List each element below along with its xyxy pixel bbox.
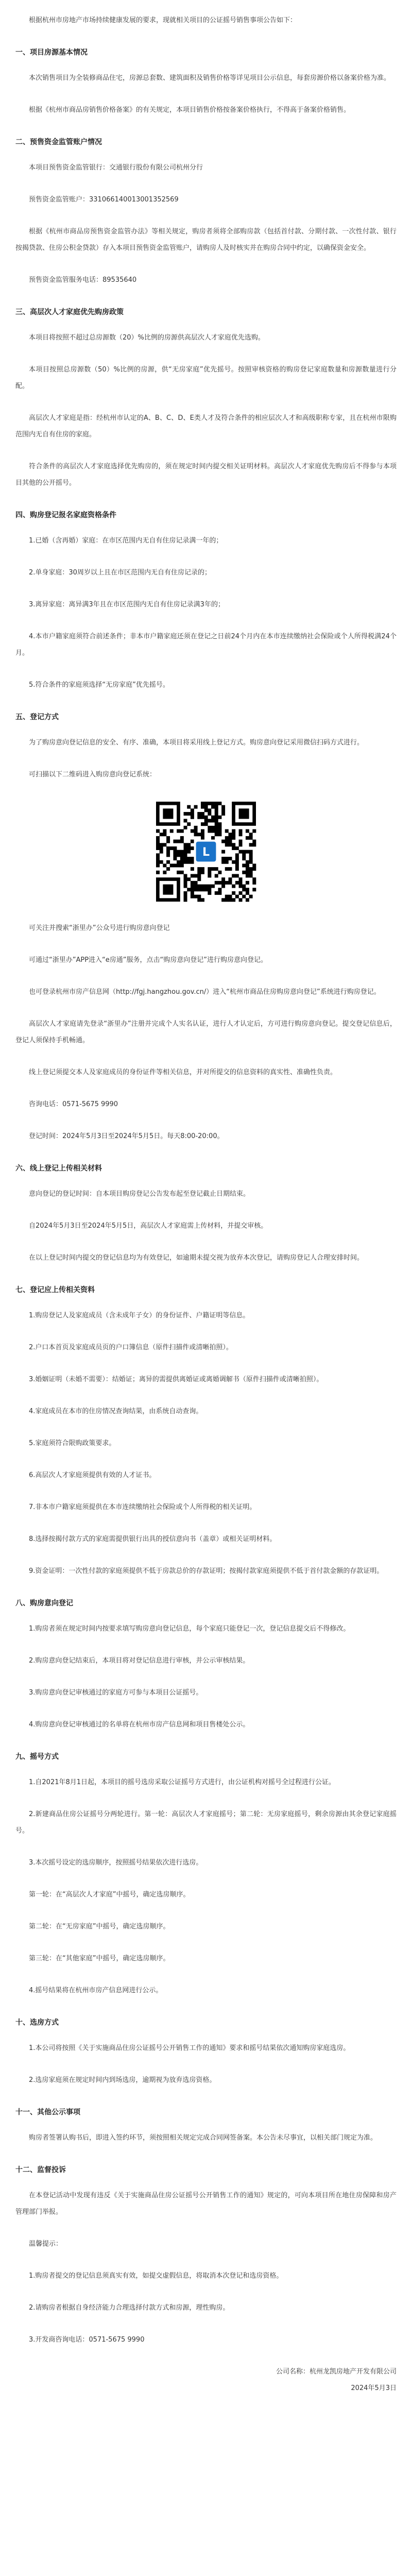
content-section — [15, 2104, 397, 2146]
section-paragraph: 高层次人才家庭请先登录“浙里办”注册并完成个人实名认证，进行人才认定后，方可进行购房意向登记。提交登记信息后，登记人须保持手机畅通。 — [15, 1020, 397, 1044]
section-title: 五、登记方式 — [15, 713, 59, 721]
section-paragraph: 1.自2021年8月1日起，本项目的摇号选房采取公证摇号方式进行，由公证机构对摇号全过程进行公证。 — [29, 1778, 336, 1786]
section-title: 九、摇号方式 — [15, 1753, 59, 1761]
section-paragraph: 3.离异家庭：离异满3年且在市区范围内无自有住房记录满3年的； — [29, 601, 225, 608]
section-paragraph: 4.本市户籍家庭须符合前述条件；非本市户籍家庭还须在登记之日前24个月内在本市连续缴纳社会保险或个人所得税满24个月。 — [15, 633, 397, 657]
content-section — [15, 44, 397, 118]
section-paragraph: 5.家庭须符合限购政策要求。 — [29, 1439, 116, 1447]
section-paragraph: 7.非本市户籍家庭须提供在本市连续缴纳社会保险或个人所得税的相关证明。 — [29, 1503, 256, 1511]
section-paragraph: 在以上登记时间内提交的登记信息均为有效登记，如逾期未提交视为放弃本次登记，请购房登记人合理安排时间。 — [29, 1254, 364, 1262]
section-paragraph: 可扫描以下二维码进入购房意向登记系统： — [29, 771, 157, 778]
section-paragraph: 本次销售项目为全装修商品住宅，房源总套数、建筑面积及销售价格等详见项目公示信息，每套房源价格以备案价格为准。 — [29, 74, 391, 82]
qr-finder-bottom-left — [156, 877, 180, 902]
section-paragraph: 4.家庭成员在本市的住房情况查询结果，由系统自动查询。 — [29, 1408, 203, 1415]
section-title: 十一、其他公示事项 — [15, 2108, 80, 2116]
section-paragraph: 预售资金监管账户：331066140013001352569 — [29, 196, 179, 204]
section-paragraph: 第三轮：在“其他家庭”中摇号，确定选房顺序。 — [29, 1955, 170, 1962]
footer — [15, 2364, 397, 2397]
qr-finder-top-left — [156, 802, 180, 826]
section-paragraph: 根据《杭州市商品房预售资金监管办法》等相关规定，购房者须将全部购房款（包括首付款、分期付款、一次性付款、银行按揭贷款、住房公积金贷款）存入本项目预售资金监管账户，请购房人及时核实并在购房合同中约定，以确保资金安全。 — [15, 228, 397, 252]
section-paragraph: 3.本次摇号设定的选房顺序，按照摇号结果依次进行选房。 — [29, 1859, 203, 1867]
section-paragraph: 第一轮：在“高层次人才家庭”中摇号，确定选房顺序。 — [29, 1891, 190, 1899]
section-paragraph: 本项目按照总房源数（50）%比例的房源，供“无房家庭”优先摇号。按照审核资格的购房登记家庭数量和房源数量进行分配。 — [15, 366, 397, 390]
section-title: 十、选房方式 — [15, 2019, 59, 2027]
section-paragraph: 本项目预售资金监管银行：交通银行股份有限公司杭州分行 — [29, 164, 203, 172]
svg-text:L: L — [202, 846, 210, 859]
section-paragraph: 2.单身家庭：30周岁以上且在市区范围内无自有住房记录的； — [29, 569, 211, 577]
section-paragraph: 符合条件的高层次人才家庭选择优先购房的，须在规定时间内提交相关证明材料。高层次人才家庭优先购房后不得参与本项目其他的公开摇号。 — [15, 463, 397, 487]
section-paragraph: 本项目将按照不超过总房源数（20）%比例的房源供高层次人才家庭优先选购。 — [29, 334, 265, 342]
section-paragraph: 登记时间：2024年5月3日至2024年5月5日。每天8:00-20:00。 — [29, 1132, 224, 1140]
section-paragraph: 意向登记的登记时间：自本项目购房登记公告发布起至登记截止日期结束。 — [29, 1190, 250, 1198]
sections-after-qr — [15, 920, 397, 2348]
section-title: 二、预售资金监管账户情况 — [15, 138, 102, 146]
section-paragraph: 高层次人才家庭是指：经杭州市认定的A、B、C、D、E类人才及符合条件的相应层次人才和高级职称专家，且在杭州市限购范围内无自有住房的家庭。 — [15, 414, 397, 438]
section-title: 七、登记应上传相关资料 — [15, 1286, 95, 1294]
section-title: 八、购房意向登记 — [15, 1599, 73, 1607]
section-paragraph: 1.购房者须在规定时间内按要求填写购房意向登记信息，每个家庭只能登记一次，登记信息提交后不得修改。 — [29, 1625, 350, 1633]
content-section — [15, 2162, 397, 2221]
section-paragraph: 1.已婚（含再婚）家庭：在市区范围内无自有住房记录满一年的； — [29, 537, 223, 545]
section-paragraph: 1.本公司将按照《关于实施商品住房公证摇号公开销售工作的通知》要求和摇号结果依次通知购房家庭选房。 — [29, 2044, 350, 2052]
content-section — [15, 1749, 397, 1999]
section-paragraph: 自2024年5月3日至2024年5月5日，高层次人才家庭需上传材料，并提交审核。 — [29, 1222, 268, 1230]
section-paragraph: 线上登记须提交本人及家庭成员的身份证件等相关信息，并对所提交的信息资料的真实性、准确性负责。 — [29, 1069, 337, 1076]
section-paragraph: 2.购房意向登记结束后，本项目将对登记信息进行审核，并公示审核结果。 — [29, 1657, 250, 1665]
content-section — [15, 1282, 397, 1580]
footer-date: 2024年5月3日 — [351, 2384, 397, 2392]
section-paragraph: 可通过“浙里办”APP进入“e房通”服务，点击“购房意向登记”进行购房意向登记。 — [29, 956, 267, 964]
content-section — [15, 709, 397, 783]
section-paragraph: 2.选房家庭须在规定时间内到场选房，逾期视为放弃选房资格。 — [29, 2076, 216, 2084]
section-paragraph: 1.购房者提交的登记信息须真实有效，如提交虚假信息，将取消本次登记和选房资格。 — [29, 2272, 283, 2280]
section-paragraph: 咨询电话：0571-5675 9990 — [29, 1100, 118, 1108]
content-section — [15, 1096, 397, 1145]
qr-finder-top-right — [232, 802, 256, 826]
section-title: 一、项目房源基本情况 — [15, 48, 88, 57]
section-paragraph: 6.高层次人才家庭须提供有效的人才证书。 — [29, 1471, 156, 1479]
announcement-body — [15, 12, 397, 2348]
content-section — [15, 1595, 397, 1733]
content-section — [15, 507, 397, 693]
section-paragraph: 根据《杭州市商品房销售价格备案》的有关规定，本项目销售价格按备案价格执行，不得高于备案价格销售。 — [29, 106, 351, 114]
content-section — [15, 920, 397, 1081]
qr-center-logo — [194, 840, 218, 864]
section-paragraph: 2.请购房者根据自身经济能力合理选择付款方式和房源，理性购房。 — [29, 2304, 230, 2312]
section-paragraph: 2.新建商品住房公证摇号分两轮进行。第一轮：高层次人才家庭摇号；第二轮：无房家庭摇号，剩余房源由其余登记家庭摇号。 — [15, 1810, 397, 1835]
footer-company: 公司名称：杭州龙凯房地产开发有限公司 — [276, 2368, 397, 2376]
qr-code-graphic — [153, 799, 259, 905]
content-section — [15, 1160, 397, 1266]
section-paragraph: 购房者签署认购书后，即进入签约环节，须按照相关规定完成合同网签备案。本公告未尽事宜，以相关部门规定为准。 — [29, 2134, 377, 2142]
section-paragraph: 1.购房登记人及家庭成员（含未成年子女）的身份证件、户籍证明等信息。 — [29, 1312, 250, 1319]
section-paragraph: 9.资金证明：一次性付款的家庭须提供不低于房款总价的存款证明；按揭付款家庭须提供不低于首付款金额的存款证明。 — [29, 1567, 384, 1575]
section-paragraph: 也可登录杭州市房产信息网（http://fgj.hangzhou.gov.cn/）进入“杭州市商品住房购房意向登记”系统进行购房登记。 — [29, 988, 381, 996]
content-section — [15, 304, 397, 492]
section-title: 六、线上登记上传相关材料 — [15, 1164, 102, 1173]
section-paragraph: 可关注并搜索“浙里办”公众号进行购房意向登记 — [29, 924, 170, 932]
section-paragraph: 预售资金监管服务电话：89535640 — [29, 276, 137, 284]
section-paragraph: 8.选择按揭付款方式的家庭需提供银行出具的授信意向书（盖章）或相关证明材料。 — [29, 1535, 277, 1543]
content-section — [15, 134, 397, 289]
qr-code-image[interactable] — [153, 799, 259, 905]
qr-code-container — [15, 799, 397, 905]
section-paragraph: 4.摇号结果将在杭州市房产信息网进行公示。 — [29, 1987, 163, 1994]
section-paragraph: 3.购房意向登记审核通过的家庭方可参与本项目公证摇号。 — [29, 1689, 203, 1697]
sections-before-qr — [15, 44, 397, 783]
section-title: 三、高层次人才家庭优先购房政策 — [15, 308, 124, 316]
section-paragraph: 温馨提示： — [29, 2240, 63, 2248]
section-paragraph: 3.婚姻证明（未婚不需要）：结婚证；离异的需提供离婚证或离婚调解书（原件扫描件或清晰拍照）。 — [29, 1376, 323, 1383]
section-paragraph: 4.购房意向登记审核通过的名单将在杭州市房产信息网和项目售楼处公示。 — [29, 1721, 250, 1728]
section-title: 四、购房登记报名家庭资格条件 — [15, 511, 116, 519]
content-section — [15, 2014, 397, 2089]
content-section — [15, 2236, 397, 2348]
section-paragraph: 2.户口本首页及家庭成员页的户口簿信息（原件扫描件或清晰拍照）。 — [29, 1344, 233, 1351]
section-paragraph: 3.开发商咨询电话：0571-5675 9990 — [29, 2336, 145, 2344]
section-paragraph: 在本登记活动中发现有违反《关于实施商品住房公证摇号公开销售工作的通知》规定的，可向本项目所在地住房保障和房产管理部门举报。 — [15, 2192, 397, 2216]
section-paragraph: 为了购房意向登记信息的安全、有序、准确，本项目将采用线上登记方式。购房意向登记采用微信扫码方式进行。 — [29, 739, 364, 747]
section-paragraph: 第二轮：在“无房家庭”中摇号，确定选房顺序。 — [29, 1923, 170, 1930]
section-paragraph: 5.符合条件的家庭须选择“无房家庭”优先摇号。 — [29, 681, 169, 689]
intro-paragraph: 根据杭州市房地产市场持续健康发展的要求，现就相关项目的公证摇号销售事项公告如下： — [29, 16, 297, 24]
section-title: 十二、监督投诉 — [15, 2166, 66, 2174]
